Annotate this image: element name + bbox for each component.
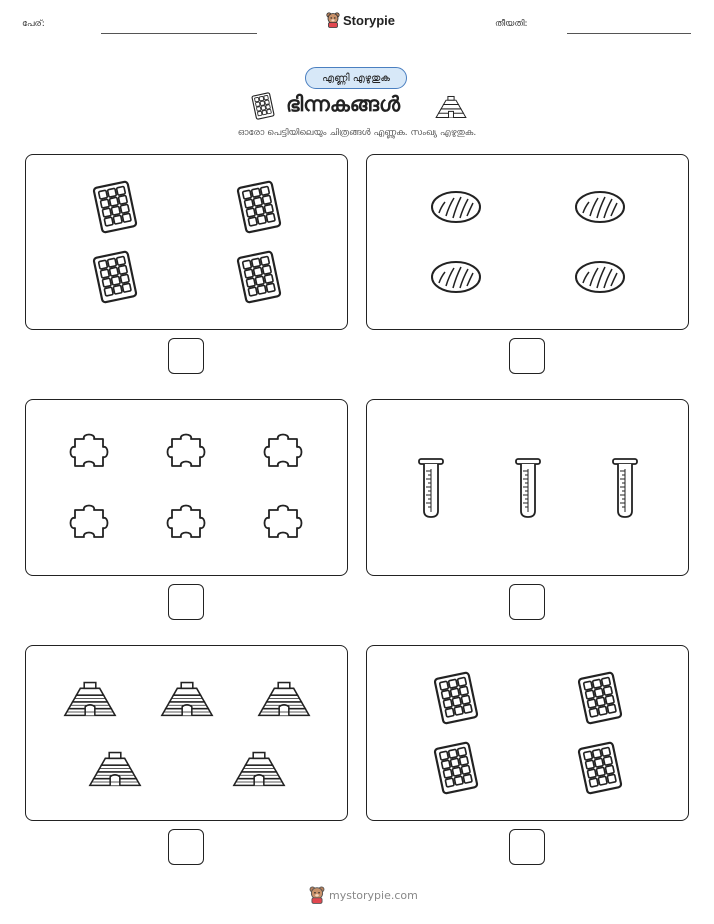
bread-loaf-icon [430, 189, 482, 225]
bear-mascot-icon [326, 12, 340, 28]
stepped-pyramid-icon [86, 747, 144, 789]
name-field[interactable] [101, 33, 257, 34]
chocolate-bar-icon [433, 671, 479, 725]
name-label: പേര്: [22, 19, 45, 29]
answer-box-3[interactable] [168, 584, 204, 620]
footer [309, 886, 418, 904]
stepped-pyramid-icon [255, 677, 313, 719]
count-panel-chocolate-2 [366, 645, 689, 821]
test-tube-icon [610, 457, 640, 519]
bread-loaf-icon [574, 259, 626, 295]
puzzle-piece-icon [261, 429, 307, 475]
puzzle-piece-icon [164, 429, 210, 475]
stepped-pyramid-icon [230, 747, 288, 789]
chocolate-bar-icon [236, 250, 282, 304]
puzzle-piece-icon [67, 429, 113, 475]
chocolate-bar-icon [236, 180, 282, 234]
title-row [0, 90, 714, 124]
bear-mascot-icon [309, 886, 325, 904]
answer-box-6[interactable] [509, 829, 545, 865]
date-label: തീയതി: [495, 19, 528, 29]
chocolate-bar-icon [92, 250, 138, 304]
puzzle-piece-icon [164, 500, 210, 546]
answer-box-1[interactable] [168, 338, 204, 374]
stepped-pyramid-icon [432, 94, 470, 120]
count-panel-pyramid [25, 645, 348, 821]
footer-site: mystorypie.com [329, 888, 418, 902]
bread-loaf-icon [430, 259, 482, 295]
chocolate-bar-icon [577, 741, 623, 795]
bread-loaf-icon [574, 189, 626, 225]
test-tube-icon [513, 457, 543, 519]
answer-box-4[interactable] [509, 584, 545, 620]
chocolate-bar-icon [577, 671, 623, 725]
count-panel-chocolate-1 [25, 154, 348, 330]
puzzle-piece-icon [67, 500, 113, 546]
chocolate-bar-icon [92, 180, 138, 234]
brand-name: Storypie [343, 12, 396, 28]
storypie-logo [326, 12, 395, 28]
stepped-pyramid-icon [61, 677, 119, 719]
test-tube-icon [416, 457, 446, 519]
date-field[interactable] [567, 33, 691, 34]
puzzle-piece-icon [261, 500, 307, 546]
stepped-pyramid-icon [158, 677, 216, 719]
count-panel-bread [366, 154, 689, 330]
chocolate-bar-icon [433, 741, 479, 795]
activity-badge: എണ്ണി എഴുതുക [305, 67, 407, 89]
count-panel-puzzle [25, 399, 348, 576]
answer-box-5[interactable] [168, 829, 204, 865]
worksheet-title: ഭിന്നകങ്ങൾ [286, 92, 401, 116]
answer-box-2[interactable] [509, 338, 545, 374]
instructions: ഓരോ പെട്ടിയിലെയും ചിത്രങ്ങൾ എണ്ണുക. സംഖ്യ എഴുതുക. [237, 128, 477, 138]
chocolate-bar-icon [250, 92, 276, 120]
